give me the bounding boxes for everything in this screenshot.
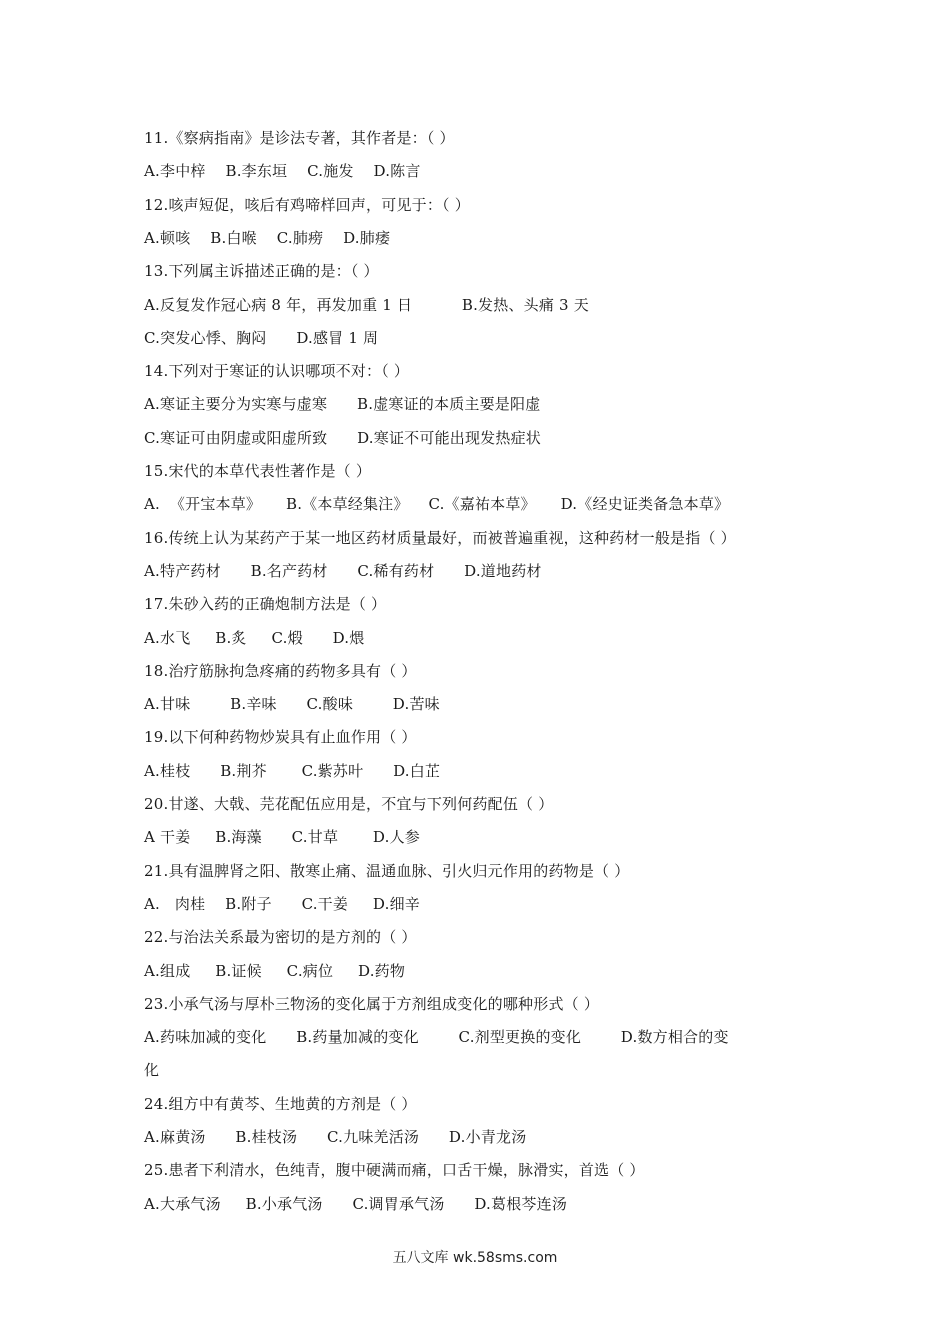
question-text: 23.小承气汤与厚朴三物汤的变化属于方剂组成变化的哪种形式（ ）: [144, 994, 600, 1013]
answer-options: C.寒证可由阴虚或阳虚所致 D.寒证不可能出现发热症状: [144, 428, 541, 447]
question-text: 21.具有温脾肾之阳、散寒止痛、温通血脉、引火归元作用的药物是（ ）: [144, 861, 630, 880]
answer-options: A. 《开宝本草》 B.《本草经集注》 C.《嘉祐本草》 D.《经史证类备急本草》: [144, 495, 730, 514]
question-text: 12.咳声短促，咳后有鸡啼样回声，可见于：（ ）: [144, 195, 470, 214]
answer-options: A.桂枝 B.荆芥 C.紫苏叶 D.白芷: [144, 761, 441, 780]
question-text: 18.治疗筋脉拘急疼痛的药物多具有（ ）: [144, 661, 417, 680]
answer-options: A.寒证主要分为实寒与虚寒 B.虚寒证的本质主要是阳虚: [144, 395, 541, 414]
answer-options: A.水飞 B.炙 C.煅 D.煨: [144, 628, 365, 647]
question-text: 14.下列对于寒证的认识哪项不对：（ ）: [144, 362, 410, 381]
answer-options: C.突发心悸、胸闷 D.感冒 1 周: [144, 328, 379, 347]
answer-options: 化: [144, 1061, 160, 1080]
question-text: 15.宋代的本草代表性著作是（ ）: [144, 462, 372, 480]
answer-options: A.特产药材 B.名产药材 C.稀有药材 D.道地药材: [144, 561, 542, 580]
question-text: 17.朱砂入药的正确炮制方法是（ ）: [144, 595, 387, 614]
question-text: 16.传统上认为某药产于某一地区药材质量最好，而被普遍重视，这种药材一般是指（ ）: [144, 528, 736, 547]
question-text: 13.下列属主诉描述正确的是：（ ）: [144, 262, 379, 281]
answer-options: A 干姜 B.海藻 C.甘草 D.人参: [144, 828, 420, 847]
answer-options: A.顿咳 B.白喉 C.肺痨 D.肺痿: [144, 228, 391, 247]
answer-options: A.李中梓 B.李东垣 C.施发 D.陈言: [144, 162, 421, 181]
answer-options: A. 肉桂 B.附子 C.干姜 D.细辛: [144, 894, 420, 913]
answer-options: A.麻黄汤 B.桂枝汤 C.九味羌活汤 D.小青龙汤: [144, 1128, 527, 1146]
answer-options: A.甘味 B.辛味 C.酸味 D.苦味: [144, 695, 440, 714]
question-text: 24.组方中有黄芩、生地黄的方剂是（ ）: [144, 1094, 417, 1113]
answer-options: A.大承气汤 B.小承气汤 C.调胃承气汤 D.葛根芩连汤: [144, 1194, 568, 1213]
question-text: 19.以下何种药物炒炭具有止血作用（ ）: [144, 728, 417, 747]
answer-options: A.反复发作冠心病 8 年，再发加重 1 日 B.发热、头痛 3 天: [144, 295, 589, 314]
answer-options: A.组成 B.证候 C.病位 D.药物: [144, 961, 406, 980]
question-text: 11.《察病指南》是诊法专著，其作者是：（ ）: [144, 129, 455, 147]
footer-watermark: 五八文库 wk.58sms.com: [392, 1250, 558, 1266]
answer-options: A.药味加减的变化 B.药量加减的变化 C.剂型更换的变化 D.数方相合的变: [144, 1028, 729, 1047]
question-text: 20.甘遂、大戟、芫花配伍应用是，不宜与下列何药配伍（ ）: [144, 795, 554, 813]
question-text: 25.患者下利清水，色纯青，腹中硬满而痛，口舌干燥，脉滑实，首选（ ）: [144, 1161, 645, 1180]
question-text: 22.与治法关系最为密切的是方剂的（ ）: [144, 928, 417, 947]
